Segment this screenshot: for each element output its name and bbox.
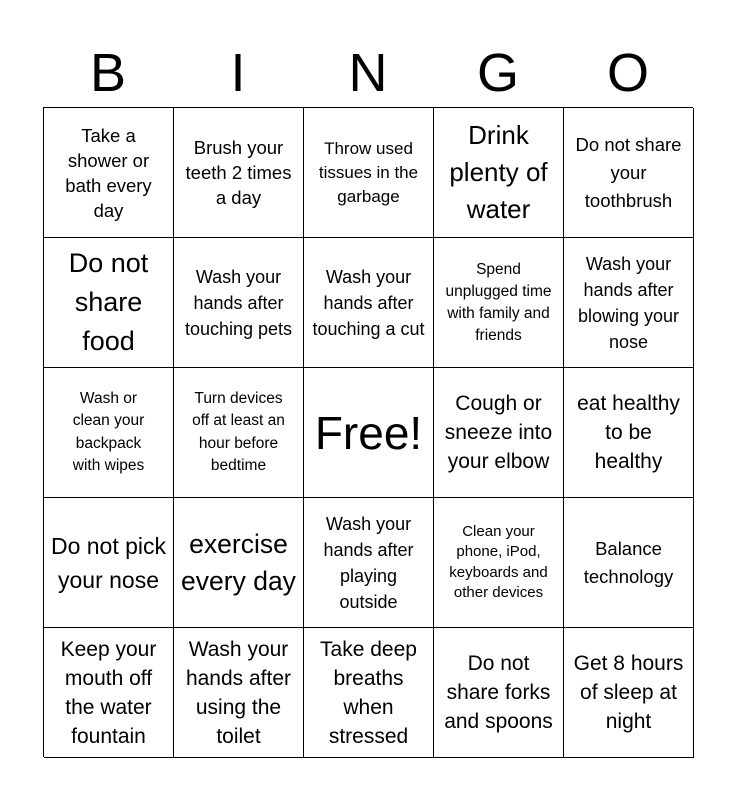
- cell-text: exercise every day: [181, 528, 296, 596]
- cell-text: Wash or clean your backpack with wipes: [72, 389, 145, 474]
- bingo-cell[interactable]: [304, 498, 434, 628]
- bingo-header: [43, 40, 693, 106]
- bingo-cell[interactable]: [564, 628, 694, 758]
- cell-text: Turn devices off at least an hour before bedtime: [192, 389, 285, 474]
- bingo-cell[interactable]: [304, 108, 434, 238]
- bingo-cell[interactable]: [44, 108, 174, 238]
- bingo-cell[interactable]: [434, 238, 564, 368]
- bingo-cell[interactable]: [44, 238, 174, 368]
- bingo-cell[interactable]: [174, 108, 304, 238]
- cell-text: Take deep breaths when stressed: [320, 637, 417, 748]
- cell-text: Keep your mouth off the water fountain: [60, 637, 157, 748]
- cell-text: Wash your hands after playing outside: [323, 513, 414, 612]
- cell-text: Take a shower or bath every day: [65, 124, 152, 221]
- free-space-text: Free!: [314, 406, 423, 459]
- header-letter-o: O: [606, 43, 649, 103]
- bingo-cell[interactable]: [304, 628, 434, 758]
- header-letter-g: G: [476, 43, 519, 103]
- bingo-cell[interactable]: [434, 498, 564, 628]
- bingo-cell[interactable]: [174, 628, 304, 758]
- cell-text: Wash your hands after using the toilet: [185, 637, 292, 748]
- cell-text: Do not share forks and spoons: [444, 652, 553, 733]
- cell-text: Do not share your toothbrush: [575, 133, 682, 211]
- cell-text: Do not share food: [68, 248, 149, 356]
- header-letter-n: N: [348, 43, 388, 103]
- bingo-cell[interactable]: [174, 498, 304, 628]
- header-letter-i: I: [230, 43, 246, 103]
- cell-text: eat healthy to be healthy: [577, 392, 680, 473]
- cell-text: Wash your hands after touching pets: [184, 266, 293, 339]
- free-space[interactable]: [304, 368, 434, 498]
- bingo-cell[interactable]: [44, 368, 174, 498]
- bingo-cell[interactable]: [434, 368, 564, 498]
- bingo-cell[interactable]: [434, 108, 564, 238]
- bingo-cell[interactable]: [434, 628, 564, 758]
- bingo-cell[interactable]: [564, 238, 694, 368]
- cell-text: Balance technology: [583, 537, 674, 587]
- cell-text: Spend unplugged time with family and friends: [445, 260, 552, 344]
- cell-text: Clean your phone, iPod, keyboards and other devices: [449, 522, 548, 601]
- bingo-cell[interactable]: [174, 238, 304, 368]
- bingo-cell[interactable]: [174, 368, 304, 498]
- cell-text: Brush your teeth 2 times a day: [185, 137, 292, 208]
- bingo-cell[interactable]: [44, 498, 174, 628]
- bingo-cell[interactable]: [564, 368, 694, 498]
- cell-text: Wash your hands after touching a cut: [312, 266, 425, 339]
- cell-text: Wash your hands after blowing your nose: [577, 253, 680, 352]
- bingo-cell[interactable]: [564, 108, 694, 238]
- header-letter-b: B: [89, 43, 127, 103]
- cell-text: Get 8 hours of sleep at night: [573, 652, 684, 733]
- cell-text: Do not pick your nose: [50, 532, 167, 593]
- cell-text: Cough or sneeze into your elbow: [444, 392, 553, 473]
- bingo-card-grid: [43, 107, 693, 757]
- cell-text: Drink plenty of water: [449, 120, 548, 224]
- cell-text: Throw used tissues in the garbage: [318, 138, 419, 206]
- bingo-cell[interactable]: [304, 238, 434, 368]
- bingo-cell[interactable]: [44, 628, 174, 758]
- bingo-cell[interactable]: [564, 498, 694, 628]
